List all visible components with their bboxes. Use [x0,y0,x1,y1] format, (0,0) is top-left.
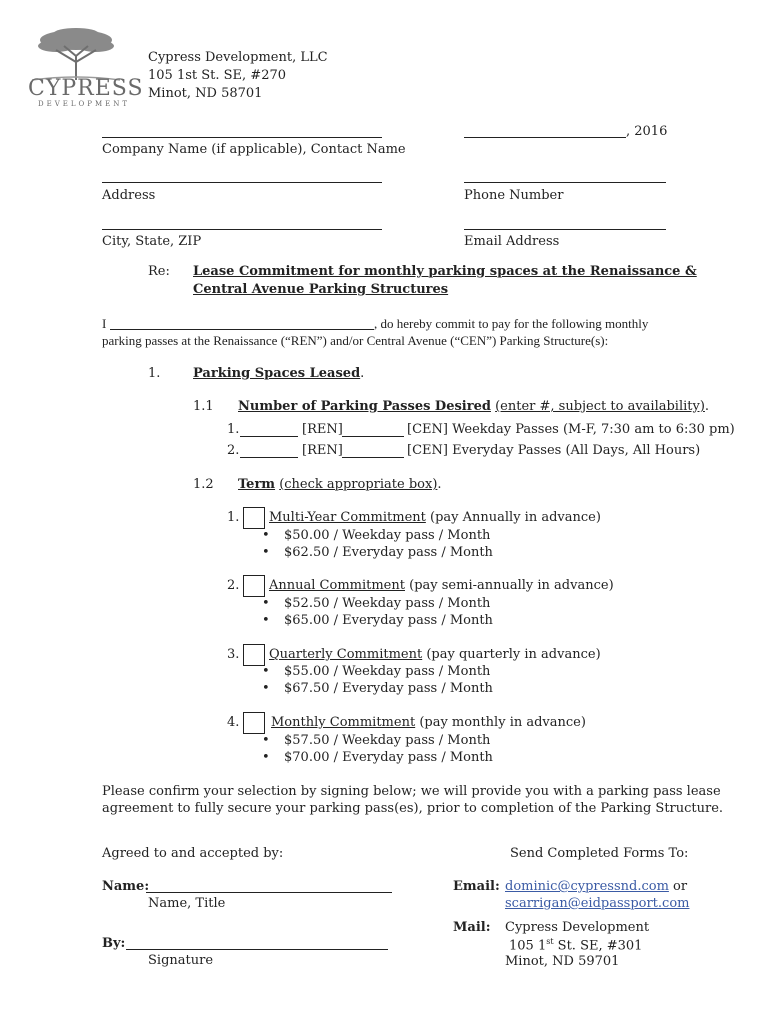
re-title-line1: Lease Commitment for monthly parking spaces at the Renaissance & [193,264,697,279]
mail-line3: Minot, ND 59701 [505,954,620,969]
intro-text: , do hereby commit to pay for the following monthly [374,316,649,331]
logo-name: CYPRESS [28,76,144,101]
option-note: (pay quarterly in advance) [426,647,601,662]
ren-label: [REN] [302,443,343,458]
date-line[interactable] [464,137,626,138]
multi-year-checkbox[interactable] [243,507,265,529]
s12-number: 1.2 [193,477,214,492]
everyday-price: $65.00 / Everyday pass / Month [284,613,493,628]
bullet-icon: • [262,681,270,696]
option-title-text: Quarterly Commitment [269,647,423,662]
mail-line2-post: St. SE, #301 [553,938,643,954]
confirm-line1: Please confirm your selection by signing below; we will provide you with a parking pass lease [102,784,721,799]
sender-line3: Minot, ND 58701 [148,86,263,101]
email-label: Email Address [464,234,560,249]
bullet-icon: • [262,664,270,679]
email-contact-1 [505,879,687,894]
cen-label: [CEN] Weekday Passes (M-F, 7:30 am to 6:30 pm) [407,422,735,437]
phone-line[interactable] [464,182,666,183]
name-label: Name: [102,879,150,894]
email-line[interactable] [464,229,666,230]
row-number: 2. [227,443,240,458]
option-note: (pay monthly in advance) [419,715,586,730]
tree-icon [26,26,126,82]
email-link-scarrigan[interactable]: scarrigan@eidpassport.com [505,896,690,911]
confirm-line2: agreement to fully secure your parking pass(es), prior to completion of the Parking Structure. [102,801,724,816]
s12-note: (check appropriate box) [279,477,438,492]
section1-title [193,366,364,381]
s11-note: (enter #, subject to availability) [495,399,705,414]
cypress-logo [26,26,144,108]
sender-line1: Cypress Development, LLC [148,50,328,65]
mail-line2-sup: st [546,937,554,946]
option-number: 3. [227,647,240,662]
row-number: 1. [227,422,240,437]
mail-line2-pre: 105 1 [509,938,547,954]
intro-text-line2: parking passes at the Renaissance (“REN”) and/or Central Avenue (“CEN”) Parking Structure(s): [102,333,609,348]
s11-period: . [704,399,710,414]
option-note: (pay Annually in advance) [430,510,601,525]
s11-number: 1.1 [193,399,214,414]
annual-checkbox[interactable] [243,575,265,597]
weekday-price: $52.50 / Weekday pass / Month [284,596,491,611]
s11-title [238,399,709,414]
company-line[interactable] [102,137,382,138]
bullet-icon: • [262,750,270,765]
cen-everyday-input[interactable] [342,457,404,458]
city-line[interactable] [102,229,382,230]
name-caption: Name, Title [148,896,226,911]
option-title [269,647,601,662]
section1-title-text: Parking Spaces Leased [193,366,361,381]
cen-label: [CEN] Everyday Passes (All Days, All Hours) [407,443,701,458]
re-label: Re: [148,264,170,279]
address-label: Address [102,188,156,203]
agreed-label: Agreed to and accepted by: [102,846,284,861]
option-note: (pay semi-annually in advance) [409,578,614,593]
ren-weekday-input[interactable] [240,436,298,437]
date-suffix: , 2016 [626,124,668,139]
section1-period: . [360,366,365,381]
option-title [269,510,601,525]
section1-number: 1. [148,366,161,381]
name-signature-line[interactable] [146,892,392,893]
weekday-price: $55.00 / Weekday pass / Month [284,664,491,679]
by-label: By: [102,936,126,951]
by-signature-line[interactable] [126,949,388,950]
s12-title [238,477,442,492]
everyday-price: $70.00 / Everyday pass / Month [284,750,493,765]
s12-period: . [437,477,442,492]
by-caption: Signature [148,953,214,968]
mail-line1: Cypress Development [505,920,650,935]
re-title-line2: Central Avenue Parking Structures [193,282,449,297]
email-link-dominic[interactable]: dominic@cypressnd.com [505,879,669,894]
option-title-text: Multi-Year Commitment [269,510,426,525]
email-or: or [673,879,688,894]
email-contact-label: Email: [453,879,500,894]
ren-everyday-input[interactable] [240,457,298,458]
s12-title-text: Term [238,477,276,492]
option-number: 2. [227,578,240,593]
sender-line2: 105 1st St. SE, #270 [148,68,287,83]
everyday-price: $67.50 / Everyday pass / Month [284,681,493,696]
mail-label: Mail: [453,920,491,935]
intro-name-line[interactable] [110,329,374,330]
option-title [269,578,614,593]
cen-weekday-input[interactable] [342,436,404,437]
city-label: City, State, ZIP [102,234,202,249]
s11-title-text: Number of Parking Passes Desired [238,399,491,414]
ren-label: [REN] [302,422,343,437]
bullet-icon: • [262,733,270,748]
everyday-price: $62.50 / Everyday pass / Month [284,545,493,560]
option-number: 1. [227,510,240,525]
logo-subtitle: DEVELOPMENT [38,100,131,108]
bullet-icon: • [262,528,270,543]
option-title-text: Annual Commitment [269,578,405,593]
bullet-icon: • [262,613,270,628]
mail-line2 [509,937,642,953]
address-line[interactable] [102,182,382,183]
option-number: 4. [227,715,240,730]
intro-i: I [102,316,107,331]
bullet-icon: • [262,596,270,611]
option-title-text: Monthly Commitment [271,715,416,730]
bullet-icon: • [262,545,270,560]
monthly-checkbox[interactable] [243,712,265,734]
send-to-label: Send Completed Forms To: [510,846,689,861]
weekday-price: $57.50 / Weekday pass / Month [284,733,491,748]
quarterly-checkbox[interactable] [243,644,265,666]
option-title [271,715,586,730]
phone-label: Phone Number [464,188,564,203]
weekday-price: $50.00 / Weekday pass / Month [284,528,491,543]
company-label: Company Name (if applicable), Contact Name [102,142,406,157]
